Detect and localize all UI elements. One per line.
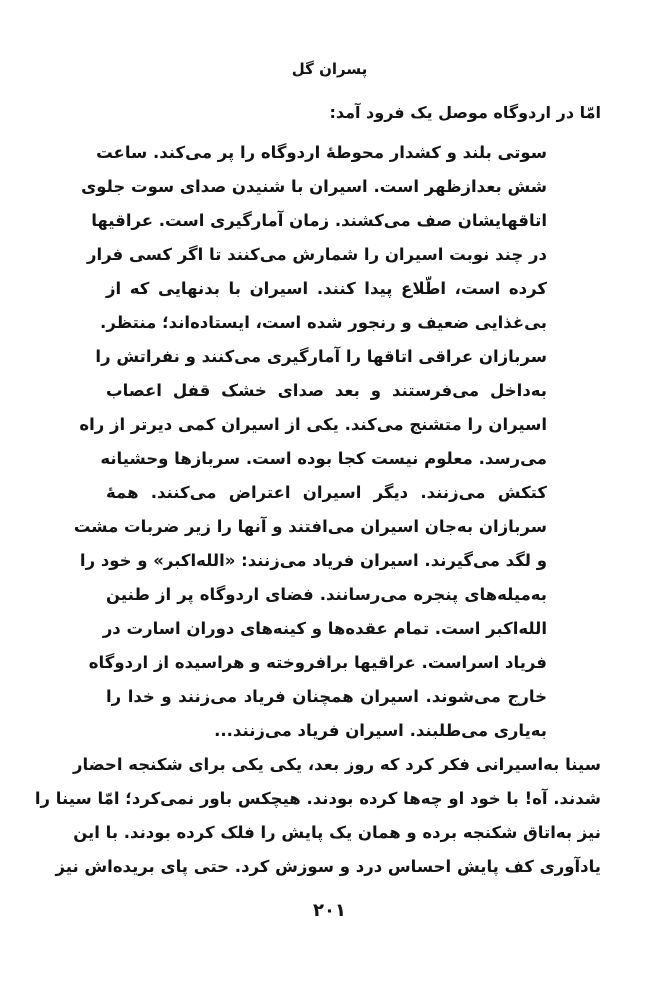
passage-line: به‌یاری می‌طلبند. اسیران فریاد می‌زنند... <box>214 721 547 740</box>
passage-line: به‌میله‌های پنجره می‌رسانند. فضای اردوگاه پر از طنین <box>106 585 547 604</box>
passage-line: فریاد اسراست. عراقیها برافروخته و هراسیده از اردوگاه <box>88 653 547 672</box>
paragraph-line: یادآوری کف پایش احساس درد و سوزش کرد. حتی پای بریده‌اش نیز <box>55 857 601 876</box>
passage-line: سوتی بلند و کشدار محوطهٔ اردوگاه را پر می‌کند. ساعت <box>96 143 547 162</box>
passage-line: کتکش می‌زنند. دیگر اسیران اعتراض می‌کنند. همهٔ <box>106 483 547 502</box>
paragraph-line: سینا به‌اسیرانی فکر کرد که روز بعد، یکی یکی برای شکنجه احضار <box>72 755 601 774</box>
passage-line: الله‌اکبر است. تمام عقده‌ها و کینه‌های دوران اسارت در <box>102 619 547 638</box>
passage-line: کرده است، اطّلاع پیدا کنند. اسیران با بدنهایی که از <box>106 279 547 298</box>
passage-line: به‌داخل می‌فرستند و بعد صدای خشک قفل اعصاب <box>106 381 547 400</box>
page-number: ۲۰۱ <box>313 900 346 921</box>
passage-line: خارج می‌شوند. اسیران همچنان فریاد می‌زنند و خدا را <box>106 687 547 706</box>
paragraph-line: شدند. آه! با خود او چه‌ها کرده بودند. هیچکس باور نمی‌کرد؛ امّا سینا را <box>34 789 601 808</box>
passage-line: اتاقهایشان صف می‌کشند. زمان آمارگیری است. عراقیها <box>91 211 547 230</box>
passage-line: سربازان عراقی اتاقها را آمارگیری می‌کنند و نفراتش را <box>95 347 547 366</box>
intro-line: امّا در اردوگاه موصل یک فرود آمد: <box>329 103 601 122</box>
passage-line: بی‌غذایی ضعیف و رنجور شده است، ایستاده‌اند؛ منتظر. <box>100 313 547 332</box>
passage-line: شش بعدازظهر است. اسیران با شنیدن صدای سوت جلوی <box>81 177 547 196</box>
passage-line: و لگد می‌گیرند. اسیران فریاد می‌زنند: «الله‌اکبر» و خود را <box>79 551 547 570</box>
running-head: پسران گل <box>291 60 368 78</box>
passage-line: اسیران را متشنج می‌کند. یکی از اسیران کمی دیرتر از راه <box>79 415 547 434</box>
passage-line: در چند نوبت اسیران را شمارش می‌کنند تا اگر کسی فرار <box>86 245 547 264</box>
paragraph-line: نیز به‌اتاق شکنجه برده و همان یک پایش را فلک کرده بودند. با این <box>73 823 601 842</box>
passage-line: سربازان به‌جان اسیران می‌افتند و آنها را زیر ضربات مشت <box>73 517 547 536</box>
passage-line: می‌رسد. معلوم نیست کجا بوده است. سربازها وحشیانه <box>100 449 547 468</box>
